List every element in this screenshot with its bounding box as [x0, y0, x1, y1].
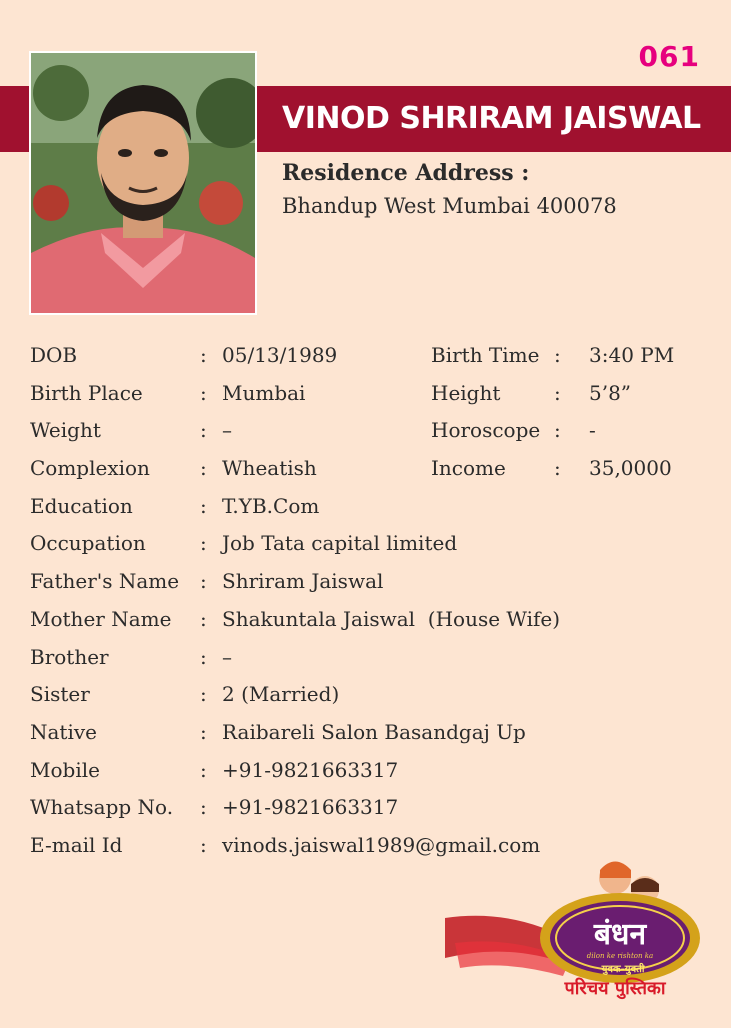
profile-number: 061 — [638, 40, 700, 73]
detail-row-complexion — [30, 450, 710, 488]
occupation-value: Job Tata capital limited — [222, 531, 458, 556]
colon: : — [200, 832, 207, 857]
detail-row-mobile — [30, 752, 710, 790]
birth-time-value: 3:40 PM — [589, 343, 675, 367]
detail-row-birth-place — [30, 375, 710, 413]
colon: : — [200, 795, 207, 820]
birth-time-label: Birth Time — [431, 343, 540, 367]
weight-value: – — [222, 418, 232, 443]
profile-photo — [29, 51, 257, 315]
mobile-label: Mobile — [30, 757, 100, 782]
colon: : — [554, 456, 561, 481]
colon: : — [200, 569, 207, 594]
logo-title: बंधन — [593, 917, 647, 952]
detail-row-brother — [30, 639, 710, 677]
brother-value: – — [222, 644, 232, 669]
horoscope-value: - — [589, 418, 596, 443]
sister-label: Sister — [30, 682, 90, 707]
residence-address-value: Bhandup West Mumbai 400078 — [282, 194, 617, 218]
native-value: Raibareli Salon Basandgaj Up — [222, 719, 526, 744]
detail-row-mother — [30, 601, 710, 639]
colon: : — [200, 380, 207, 405]
birth-place-value: Mumbai — [222, 380, 306, 405]
candidate-name: VINOD SHRIRAM JAISWAL — [282, 101, 701, 136]
detail-row-whatsapp — [30, 789, 710, 827]
income-value: 35,0000 — [589, 456, 672, 481]
mobile-value[interactable]: +91-9821663317 — [222, 757, 399, 782]
colon: : — [200, 343, 207, 367]
birth-place-label: Birth Place — [30, 380, 143, 405]
native-label: Native — [30, 719, 97, 744]
residence-address-label: Residence Address : — [282, 160, 530, 186]
income-label: Income — [431, 456, 506, 481]
weight-label: Weight — [30, 418, 101, 443]
dob-value: 05/13/1989 — [222, 343, 338, 367]
colon: : — [200, 644, 207, 669]
education-label: Education — [30, 493, 133, 518]
colon: : — [200, 682, 207, 707]
bandhan-logo — [445, 848, 731, 1024]
whatsapp-value[interactable]: +91-9821663317 — [222, 795, 399, 820]
occupation-label: Occupation — [30, 531, 146, 556]
colon: : — [200, 531, 207, 556]
colon: : — [200, 757, 207, 782]
colon: : — [200, 719, 207, 744]
detail-row-weight — [30, 412, 710, 450]
detail-row-education — [30, 488, 710, 526]
detail-row-native — [30, 714, 710, 752]
detail-row-dob — [30, 337, 710, 375]
brother-label: Brother — [30, 644, 109, 669]
colon: : — [200, 493, 207, 518]
colon: : — [554, 343, 561, 367]
email-label: E-mail Id — [30, 832, 123, 857]
complexion-value: Wheatish — [222, 456, 317, 481]
father-label: Father's Name — [30, 569, 180, 594]
colon: : — [200, 418, 207, 443]
height-label: Height — [431, 380, 501, 405]
detail-row-sister — [30, 676, 710, 714]
detail-row-occupation — [30, 525, 710, 563]
colon: : — [200, 606, 207, 631]
education-value: T.YB.Com — [222, 493, 320, 518]
details-table — [30, 337, 710, 865]
mother-value: Shakuntala Jaiswal (House Wife) — [222, 606, 561, 631]
logo-footer: परिचय पुस्तिका — [564, 978, 666, 999]
horoscope-label: Horoscope — [431, 418, 541, 443]
dob-label: DOB — [30, 343, 78, 367]
sister-value: 2 (Married) — [222, 682, 340, 707]
logo-tagline: dilon ke rishton ka — [586, 952, 654, 960]
complexion-label: Complexion — [30, 456, 150, 481]
colon: : — [554, 380, 561, 405]
mother-label: Mother Name — [30, 606, 172, 631]
colon: : — [200, 456, 207, 481]
whatsapp-label: Whatsapp No. — [30, 795, 174, 820]
logo-subtitle: युवक-युवती — [601, 964, 645, 975]
colon: : — [554, 418, 561, 443]
father-value: Shriram Jaiswal — [222, 569, 384, 594]
detail-row-father — [30, 563, 710, 601]
email-value[interactable]: vinods.jaiswal1989@gmail.com — [222, 832, 541, 857]
height-value: 5’8” — [589, 380, 632, 405]
